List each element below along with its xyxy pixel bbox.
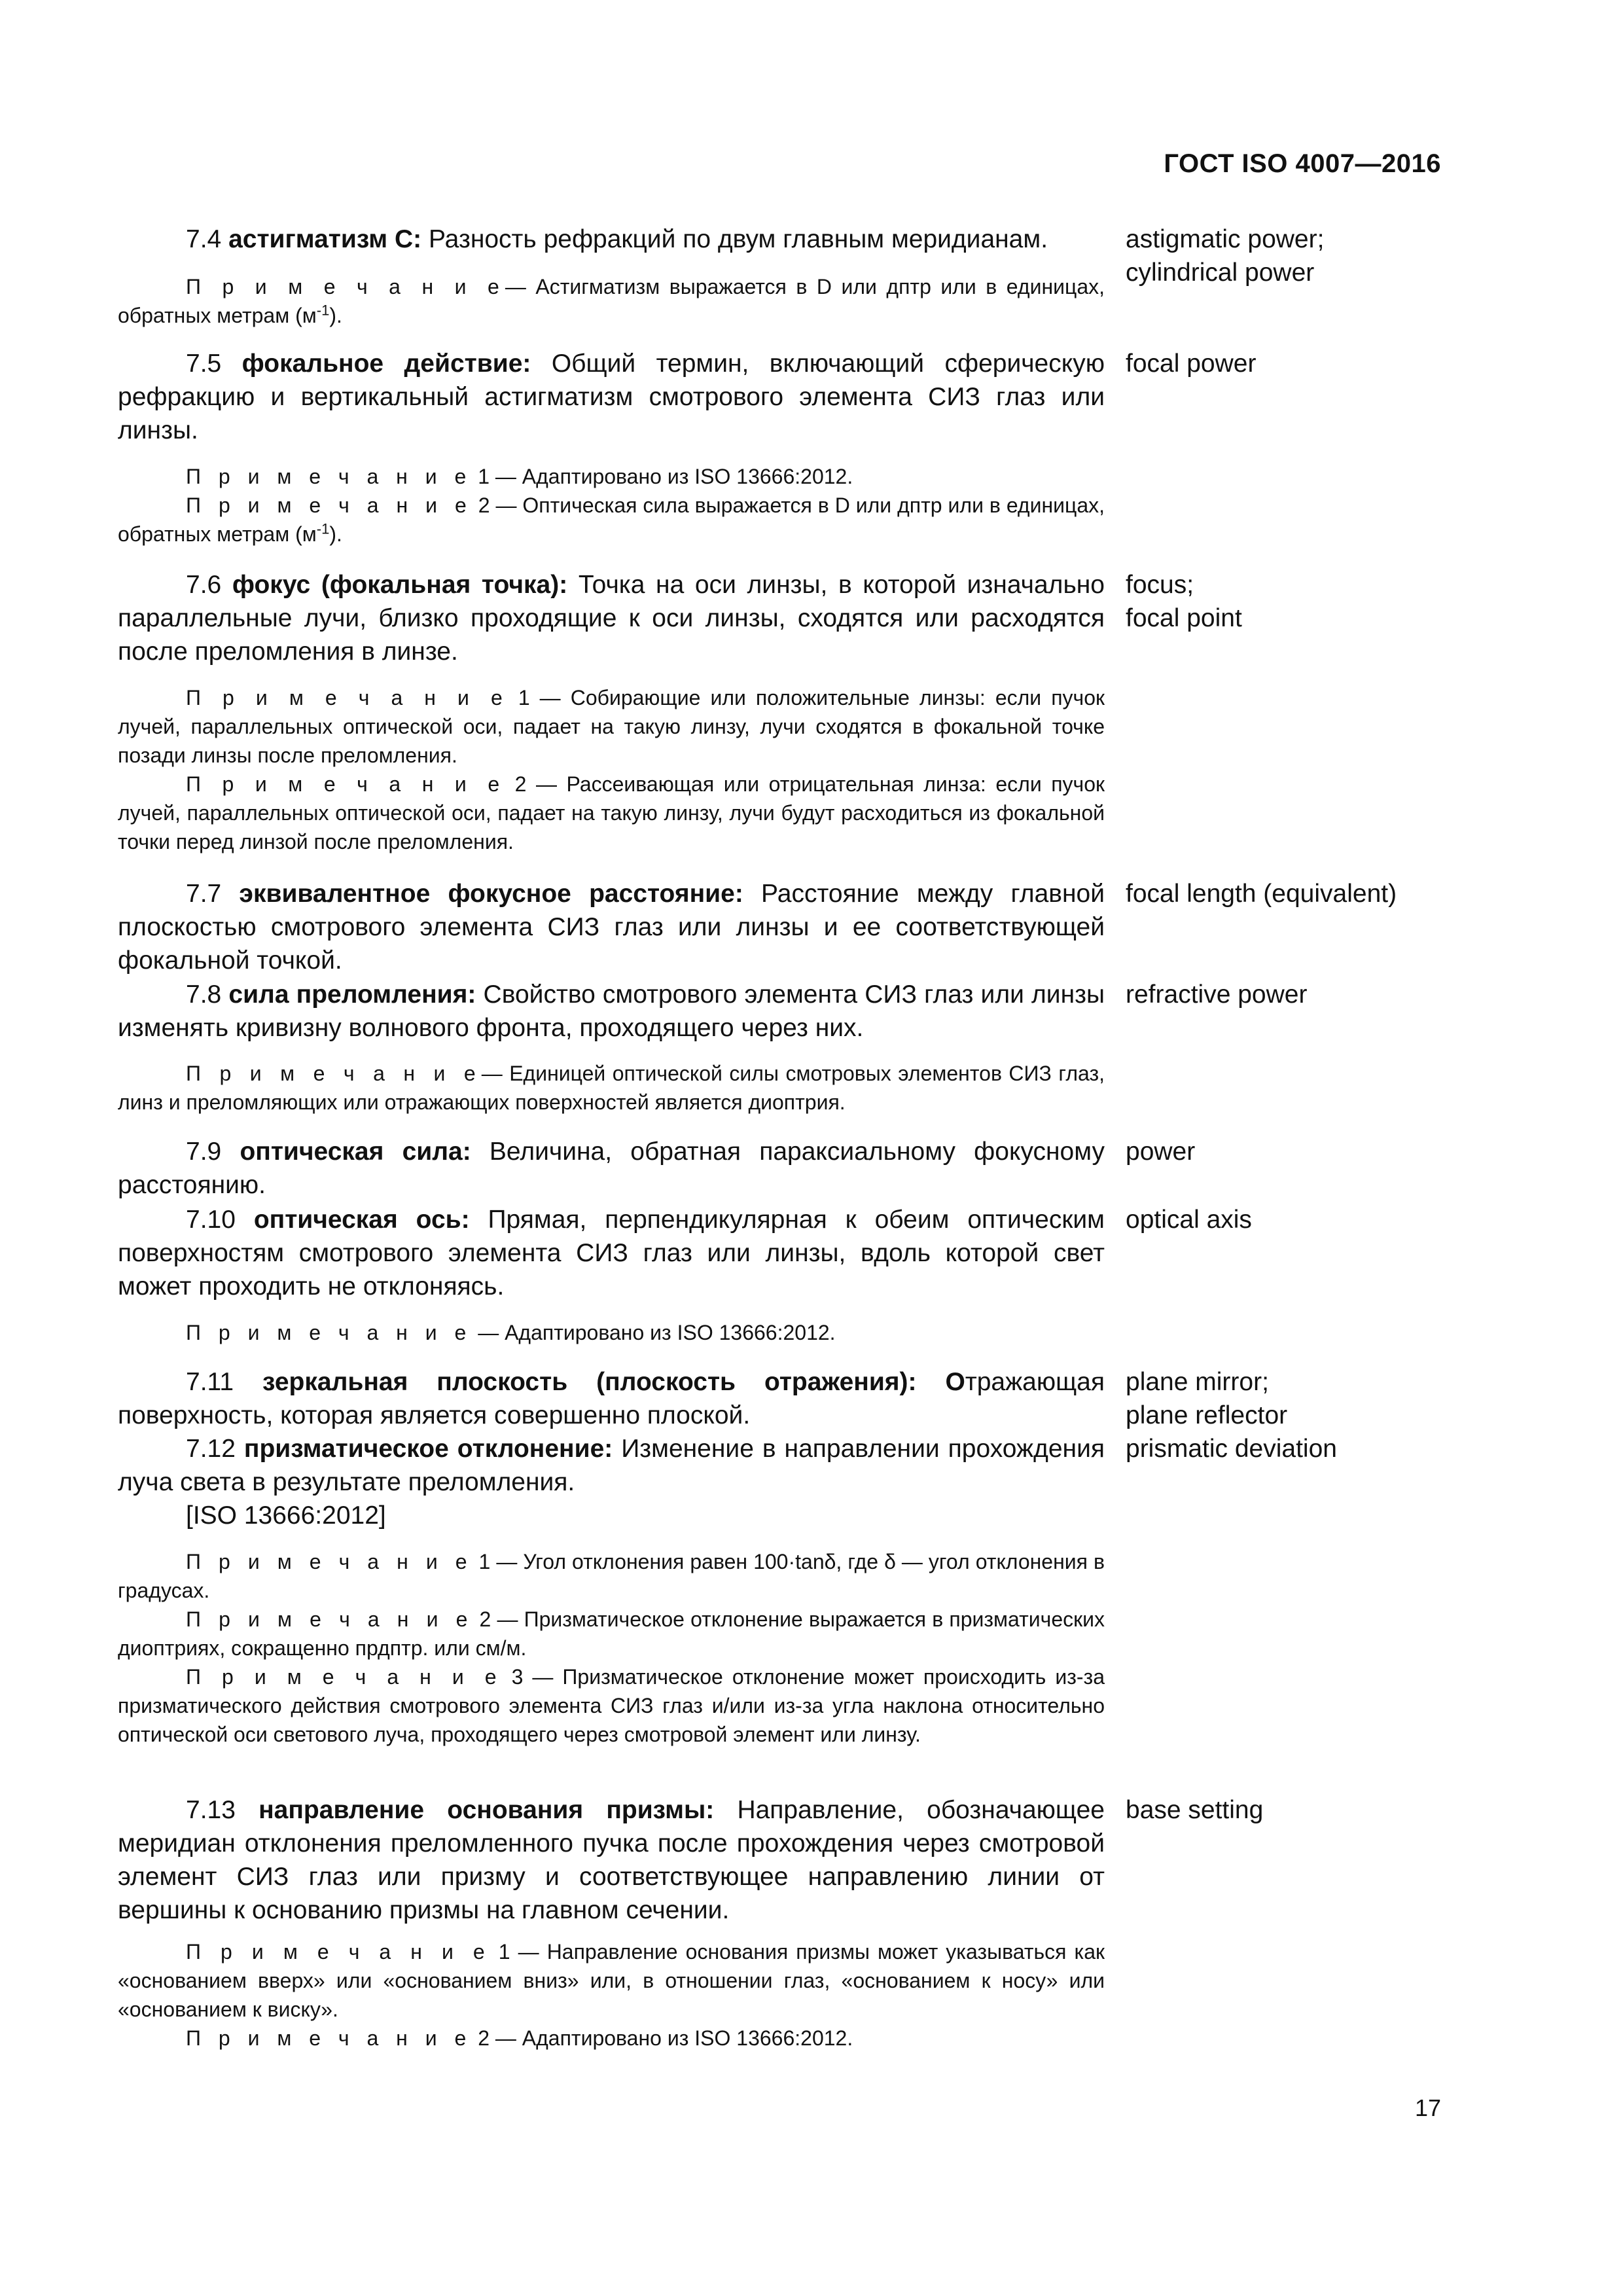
english-equivalent: focal power: [1126, 350, 1257, 378]
term-note: П р и м е ч а н и е 1 — Собирающие или положительные линзы: если пучок лучей, параллельных оптической оси, падает на такую линзу, лучи сходятся в фокальной точке позади линзы после преломления. П р и м е ч а н и е 2 — Рассеивающая или отрицательная линза: если пучок лучей, параллельных оптической оси, падает на такую линзу, лучи будут расходиться из фокальной точки перед линзой после преломления.: [118, 686, 1105, 853]
term-name: оптическая ось:: [253, 1206, 470, 1234]
term-definition: 7.4 астигматизм С: Разность рефракций по двум главным меридианам.: [186, 225, 1048, 253]
term-name: направление основания призмы:: [259, 1796, 715, 1824]
english-equivalent: base setting: [1126, 1796, 1264, 1824]
term-name: астигматизм С:: [228, 225, 422, 253]
term-name: сила преломления:: [228, 980, 476, 1009]
term-definition: 7.8 сила преломления: Свойство смотрового элемента СИЗ глаз или линзы изменять кривизну волнового фронта, проходящего через них.: [118, 980, 1105, 1042]
page-number: 17: [1414, 2094, 1441, 2121]
english-equivalent: power: [1126, 1138, 1196, 1166]
term-note: П р и м е ч а н и е 1 — Направление основания призмы может указываться как «основанием вверх» или «основанием вниз» или, в отношении глаз, «основанием к носу» или «основанием к виску». П р и м е ч а н и е 2 — Адаптировано из ISO 13666:2012.: [118, 1940, 1105, 2050]
english-equivalent: focal length (equivalent): [1126, 880, 1397, 908]
term-definition: 7.9 оптическая сила: Величина, обратная параксиальному фокусному расстоянию.: [118, 1138, 1105, 1199]
term-name: фокус (фокальная точка):: [232, 571, 568, 599]
term-name: оптическая сила:: [240, 1138, 471, 1166]
term-definition: 7.12 призматическое отклонение: Изменение в направлении прохождения луча света в результате преломления.: [118, 1435, 1105, 1496]
term-note: П р и м е ч а н и е 1 — Угол отклонения равен 100·tanδ, где δ — угол отклонения в градусах. П р и м е ч а н и е 2 — Призматическое отклонение выражается в призматических диоптриях, сокращенно прдптр. или см/м. П р и м е ч а н и е 3 — Призматическое отклонение может происходить из-за призматического действия смотрового элемента СИЗ глаз и/или из-за угла наклона относительно оптической оси светового луча, проходящего через смотровой элемент или линзу.: [118, 1550, 1105, 1746]
term-reference: [ISO 13666:2012]: [186, 1501, 386, 1530]
term-note: П р и м е ч а н и е 1 — Адаптировано из ISO 13666:2012. П р и м е ч а н и е 2 — Оптическая сила выражается в D или дптр или в единицах, обратных метрам $(м^{-1})$.: [118, 465, 1105, 546]
term-note: П р и м е ч а н и е— Единицей оптической силы смотровых элементов СИЗ глаз, линз и преломляющих или отражающих поверхностей является диоптрия.: [118, 1062, 1105, 1114]
term-definition: 7.13 направление основания призмы: Направление, обозначающее меридиан отклонения преломленного пучка после прохождения через смотровой элемент СИЗ глаз или призму и соответствующее направлению линии от вершины к основанию призмы на главном сечении.: [118, 1796, 1105, 1924]
term-definition: 7.10 оптическая ось: Прямая, перпендикулярная к обеим оптическим поверхностям смотрового элемента СИЗ глаз или линзы, вдоль которой свет может проходить не отклоняясь.: [118, 1206, 1105, 1300]
english-equivalent: focus; focal point: [1126, 571, 1242, 632]
term-name: фокальное действие:: [241, 350, 531, 378]
term-definition: 7.7 эквивалентное фокусное расстояние: Расстояние между главной плоскостью смотрового элемента СИЗ глаз или линзы и ее соответствующей фокальной точкой.: [118, 880, 1105, 975]
english-equivalent: plane mirror; plane reflector: [1126, 1368, 1288, 1429]
english-equivalent: optical axis: [1126, 1206, 1252, 1234]
document-code: ГОСТ ISO 4007—2016: [1164, 149, 1441, 178]
term-name: призматическое отклонение:: [243, 1435, 613, 1463]
english-equivalent: astigmatic power; cylindrical power: [1126, 225, 1325, 287]
term-name: зеркальная плоскость (плоскость отражения): О: [262, 1368, 965, 1396]
english-equivalent: refractive power: [1126, 980, 1308, 1009]
term-definition: 7.5 фокальное действие: Общий термин, включающий сферическую рефракцию и вертикальный астигматизм смотрового элемента СИЗ глаз или линзы.: [118, 350, 1105, 444]
term-name: эквивалентное фокусное расстояние:: [239, 880, 743, 908]
english-equivalent: prismatic deviation: [1126, 1435, 1337, 1463]
term-definition: 7.6 фокус (фокальная точка): Точка на оси линзы, в которой изначально параллельные лучи, близко проходящие к оси линзы, сходятся или расходятся после преломления в линзе.: [118, 571, 1105, 666]
term-definition: 7.11 зеркальная плоскость (плоскость отражения): Отражающая поверхность, которая является совершенно плоской.: [118, 1368, 1105, 1429]
term-note: П р и м е ч а н и е — Адаптировано из ISO 13666:2012.: [186, 1321, 836, 1344]
term-note: П р и м е ч а н и е— Астигматизм выражается в D или дптр или в единицах, обратных метрам $(м^{-1})$.: [118, 275, 1105, 327]
